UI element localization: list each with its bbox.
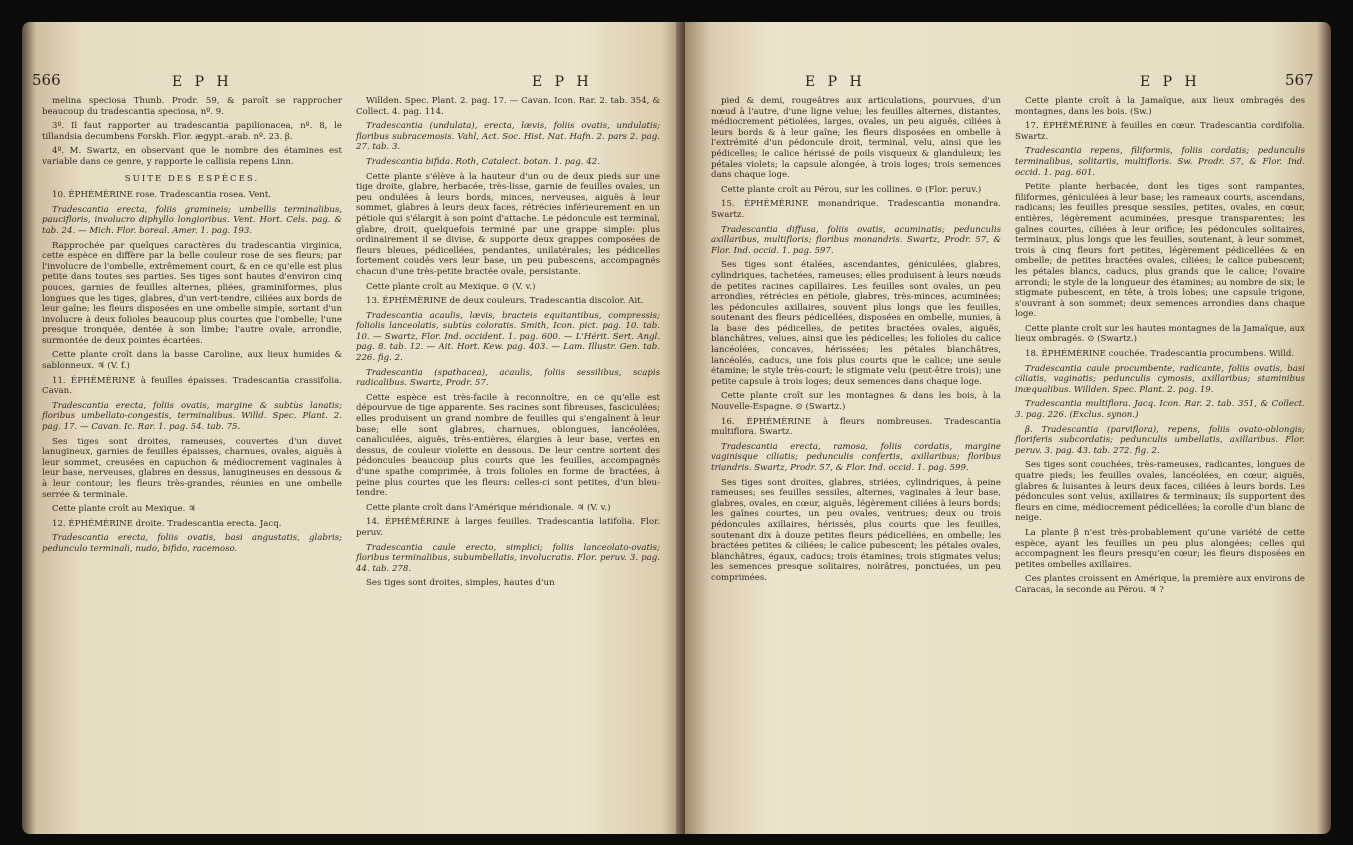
paragraph: 15. ÉPHÉMÈRINE monandrique. Tradescantia monandra. Swartz. [711, 199, 1001, 220]
running-head-left-b: E P H [532, 74, 593, 90]
paragraph: Cette plante s'élève à la hauteur d'un ou de deux pieds sur une tige droite, glabre, herbacée, très-lisse, garnie de feuilles ovales, un peu ondulées à leurs bords, minces, nerveuses, aiguës à leur sommet, glabres à leurs deux faces, rétrécies inférieurement en un pétiole qui s'élargit à son point d'attache. Le pédoncule est terminal, glabre, droit, quelquefois terminé par une grappe simple: plus ordinairement il se divise, & supporte deux grappes composées de fleurs bleues, pédicellées, pendantes, unilatérales; les pédicelles fortement coudés vers leur base, un peu pubescens, accompagnés chacun d'une très-petite bractée ovale, persistante. [356, 171, 660, 277]
paragraph: Cette plante croît sur les hautes montagnes de la Jamaïque, aux lieux ombragés. ⊙ (Swartz.) [1015, 323, 1305, 345]
paragraph: Tradescantia (undulata), erecta, lævis, foliis ovatis, undulatis; floribus subracemosis. Vahl, Act. Soc. Hist. Nat. Hafn. 2. pars 2. pag. 27. tab. 3. [356, 121, 660, 153]
paragraph: Ses tiges sont droites, glabres, striées, cylindriques, à peine rameuses; ses feuilles sessiles, alternes, vaginales à leur base, glabres, ovales, en cœur, aiguës, légèrement ciliées à leurs bords; les gaînes courtes, un peu ovales, ventrues; deux ou trois pédoncules axillaires, hérissés, plus courts que les feuilles, soutenant dix à douze petites fleurs pédicellées, en ombelle; les bractées petites & ciliées; le calice pubescent; les pétales ovales, blanchâtres, égaux, caducs; trois étamines; trois stigmates velus; les semences presque solitaires, noirâtres, ponctuées, un peu comprimées. [711, 477, 1001, 583]
paragraph: pied & demi, rougeâtres aux articulations, pourvues, d'un nœud à l'autre, d'une ligne velue; les feuilles alternes, distantes, médiocrement pétiolées, larges, ovales, un peu aiguës, ciliées à leurs bords & à leur gaîne; les fleurs disposées en ombelle à l'extrémité d'un pédoncule droit, terminal, velu, ainsi que les pédicelles; le calice hérissé de poils visqueux & glanduleux; les pétales violets; la capsule alongée, à trois loges; trois semences dans chaque loge. [711, 96, 1001, 181]
paragraph: Tradescantia caule procumbente, radicante, foliis ovatis, basi ciliatis, vaginatis; pedunculis cymosis, axillaribus; staminibus inæqualibus. Willden. Spec. Plant. 2. pag. 19. [1015, 363, 1305, 395]
paragraph: 10. ÉPHÉMÈRINE rose. Tradescantia rosea. Vent. [52, 190, 272, 201]
paragraph: Cette espèce est très-facile à reconnoître, en ce qu'elle est dépourvue de tige apparente. Ses racines sont fibreuses, fasciculées; elles produisent un grand nombre de feuilles qui s'engaînent à leur base; elle sont glabres, charnues, oblongues, lancéolées, canaliculées, aiguës, très-entières, élargies à leur base, vertes en dessus, de couleur violette en dessous. De leur centre sortent des pédoncules beaucoup plus courts que les feuilles, accompagnés d'une spathe comprimée, à trois folioles en forme de bractées, à peine plus courtes que les fleurs: celles-ci sont petites, d'un bleu-tendre. [356, 392, 660, 499]
paragraph: Tradescantia erecta, foliis ovatis, margine & subtùs lanatis; floribus umbellato-congestis, terminalibus. Willd. Spec. Plant. 2. pag. 17. — Cavan. Ic. Rar. 1. pag. 54. tab. 75. [42, 400, 342, 433]
running-head-right-b: E P H [1140, 74, 1201, 90]
paragraph: Tradescantia multiflora. Jacq. Icon. Rar. 2. tab. 351, & Collect. 3. pag. 226. (Exclus. synon.) [1015, 399, 1305, 421]
left-column-a [42, 96, 342, 559]
paragraph: Tradescantia caule erecto, simplici; foliis lanceolato-ovatis; floribus terminalibus, subumbellatis, involucratis. Flor. peruv. 3. pag. 44. tab. 278. [356, 542, 660, 574]
paragraph: Cette plante croît au Mexique. ⊙ (V. v.) [366, 281, 536, 292]
page-number-right: 567 [1285, 71, 1314, 89]
paragraph: Ses tiges sont droites, rameuses, couvertes d'un duvet lanugineux, garnies de feuilles épaisses, charnues, ovales, aiguës à leur sommet, creusées en capuchon & médiocrement vaginales à leur base, nerveuses, glabres en dessus, lanugineuses en dessous & à leur contour; les fleurs très-grandes, réunies en une ombelle serrée & terminale. [42, 436, 342, 500]
right-column-a [711, 96, 1001, 588]
paragraph: Tradescantia erecta, foliis gramineis; umbellis terminalibus, paucifloris, involucro diphyllo longioribus. Vent. Hort. Cels. pag. & tab. 24. — Mich. Flor. boreal. Amer. 1. pag. 193. [42, 204, 342, 236]
paragraph: Cette plante croît au Pérou, sur les collines. ⊙ (Flor. peruv.) [721, 184, 982, 195]
paragraph: 18. ÉPHÉMÈRINE couchée. Tradescantia procumbens. Willd. [1025, 349, 1295, 360]
paragraph: Tradescantia (spathacea), acaulis, foliis sessilibus, scapis radicalibus. Swartz, Prodr. 57. [356, 367, 660, 389]
left-column-b [356, 96, 660, 593]
paragraph: Tradescantia erecta, ramosa, foliis cordatis, margine vaginisque ciliatis; pedunculis confertis, axillaribus; floribus triandris. Swartz, Prodr. 57, & Flor. Ind. occid. 1. pag. 599. [711, 441, 1001, 473]
paragraph: Cette plante croît sur les montagnes & dans les bois, à la Nouvelle-Espagne. ⊙ (Swartz.) [711, 391, 1001, 413]
paragraph: SUITE DES ESPÈCES. [124, 173, 260, 184]
paragraph: 14. ÉPHÉMÈRINE à larges feuilles. Tradescantia latifolia. Flor. peruv. [356, 517, 660, 538]
paragraph: Tradescantia repens, filiformis, foliis cordatis; pedunculis terminalibus, solitariis, multifloris. Sw. Prodr. 57, & Flor. Ind. occid. 1. pag. 601. [1015, 146, 1305, 178]
paragraph: 12. ÉPHÉMÈRINE droite. Tradescantia erecta. Jacq. [52, 518, 282, 529]
paragraph: Tradescantia acaulis, lævis, bracteis equitantibus, compressis; foliolis lanceolatis, subtùs coloratis. Smith, Icon. pict. pag. 10. tab. 10. — Swartz, Flor. Ind. occident. 1. pag. 600. — L'Hérit. Sert. Angl. pag. 8. tab. 12. — Ait. Hort. Kew. pag. 403. — Lam. Illustr. Gen. tab. 226. fig. 2. [356, 310, 660, 364]
paragraph: melina speciosa Thunb. Prodr. 59, & paroît se rapprocher beaucoup du tradescantia speciosa, nº. 9. [42, 96, 342, 117]
right-page [685, 22, 1331, 834]
paragraph: β. Tradescantia (parviflora), repens, foliis ovato-oblongis; floriferis subcordatis; pedunculis umbellatis, axillaribus. Flor. peruv. 3. pag. 43. tab. 272. fig. 2. [1015, 424, 1305, 456]
paragraph: 3º. Il faut rapporter au tradescantia papilionacea, nº. 8, le tillandsia decumbens Forskh. Flor. ægypt.-arab. nº. 23. β. [42, 121, 342, 142]
paragraph: Ses tiges sont couchées, très-rameuses, radicantes, longues de quatre pieds; les feuilles ovales, lancéolées, en cœur, aiguës, glabres & luisantes à leurs deux faces, ciliées à leurs bords. Les pédoncules sont velus, axillaires & terminaux; ils supportent des fleurs en cime, médiocrement pédicellées; la corolle d'un blanc de neige. [1015, 460, 1305, 524]
paragraph: Cette plante croît à la Jamaïque, aux lieux ombragés des montagnes, dans les bois. (Sw.) [1015, 96, 1305, 117]
paragraph: Cette plante croît dans la basse Caroline, aux lieux humides & sablonneux. ♃ (V. f.) [42, 350, 342, 372]
paragraph: Tradescantia erecta, foliis ovatis, basi angustatis, glabris; pedunculo terminali, nudo, bifido, racemoso. [42, 533, 342, 554]
paragraph: Ses tiges sont étalées, ascendantes, géniculées, glabres, cylindriques, tachetées, rameuses; elles produisent à leurs nœuds de petites racines capillaires. Les feuilles sont ovales, un peu arrondies, rétrécies en pétiole, glabres, très-minces, acuminées; les pédoncules axillaires, souvent plus longs que les feuilles, soutenant des fleurs pédicellées, disposées en ombelle, munies, à la base des pédicelles, de petites bractées ovales, aiguës, blanchâtres, velues, ainsi que les pédicelles; les folioles du calice lancéolées, concaves, hérissées; les pétales blanchâtres, lancéolés, caducs, une fois plus courts que le calice; une seule étamine; le style très-court; le stigmate velu (peut-être trois); une petite capsule à trois loges; deux semences dans chaque loge. [711, 260, 1001, 387]
running-head-left-a: E P H [172, 74, 233, 90]
paragraph: Tradescantia bifida. Roth, Catalect. botan. 1. pag. 42. [366, 156, 600, 167]
page-number-left: 566 [32, 71, 61, 89]
paragraph: Tradescantia diffusa, foliis ovatis, acuminatis; pedunculis axillaribus, multifloris; floribus monandris. Swartz, Prodr. 57, & Flor. Ind. occid. 1. pag. 597. [711, 224, 1001, 256]
paragraph: Cette plante croît dans l'Amérique méridionale. ♃ (V. v.) [366, 502, 611, 513]
paragraph: Cette plante croît au Mexique. ♃ [52, 504, 196, 515]
left-page [22, 22, 685, 834]
paragraph: 4º. M. Swartz, en observant que le nombre des étamines est variable dans ce genre, y rapporte le callisia repens Linn. [42, 146, 342, 167]
paragraph: Willden. Spec. Plant. 2. pag. 17. — Cavan. Icon. Rar. 2. tab. 354, & Collect. 4. pag. 114. [356, 96, 660, 117]
paragraph: Petite plante herbacée, dont les tiges sont rampantes, filiformes, géniculées à leur base; les rameaux courts, ascendans, radicans; les feuilles presque sessiles, petites, ovales, en cœur, entières, légèrement acuminées, presque transparentes; les gaînes courtes, ciliées à leur orifice; les pédoncules solitaires, terminaux, plus longs que les feuilles, soutenant, à leur sommet, trois à cinq fleurs fort petites, légèrement pédicellées & en ombelle; de petites bractées ovales, ciliées; le calice pubescent; les pétales blancs, caducs, plus grands que le calice; l'ovaire arrondi; le style de la longueur des étamines; au nombre de six; le stigmate pubescent, en tête, à trois lobes; une capsule trigone, s'ouvrant à son sommet; deux semences arrondies dans chaque loge. [1015, 182, 1305, 320]
paragraph: 17. ÉPHÉMÈRINE à feuilles en cœur. Tradescantia cordifolia. Swartz. [1015, 121, 1305, 142]
paragraph: 11. ÉPHÉMÈRINE à feuilles épaisses. Tradescantia crassifolia. Cavan. [42, 375, 342, 397]
paragraph: Rapprochée par quelques caractères du tradescantia virginica, cette espèce en diffère par la belle couleur rose de ses fleurs; par l'involucre de l'ombelle, extrêmement court, & en ce qu'elle est plus petite dans toutes ses parties. Ses tiges sont hautes d'environ cinq pouces, garnies de feuilles alternes, pliées, graminiformes, plus longues que les tiges, glabres, d'un vert-tendre, ciliées aux bords de leur gaîne; les fleurs disposées en une ombelle simple, sortant d'un involucre à deux folioles beaucoup plus courtes que l'ombelle; l'une presque tronquée, dentée à son limbe; l'autre ovale, arrondie, surmontée de deux pointes écartées. [42, 240, 342, 346]
right-column-b [1015, 96, 1305, 600]
running-head-right-a: E P H [805, 74, 866, 90]
paragraph: La plante β n'est très-probablement qu'une variété de cette espèce, ayant les feuilles un peu plus alongées; celles qui accompagnent les fleurs presqu'en cœur; les fleurs disposées en petites ombelles axillaires. [1015, 527, 1305, 570]
paragraph: Ses tiges sont droites, simples, hautes d'un [366, 578, 555, 589]
paragraph: Ces plantes croissent en Amérique, la première aux environs de Caracas, la seconde au Pérou. ♃ ? [1015, 574, 1305, 595]
paragraph: 13. ÉPHÉMÈRINE de deux couleurs. Tradescantia discolor. Ait. [366, 296, 644, 307]
paragraph: 16. ÉPHÉMÈRINE à fleurs nombreuses. Tradescantia multiflora. Swartz. [711, 416, 1001, 438]
